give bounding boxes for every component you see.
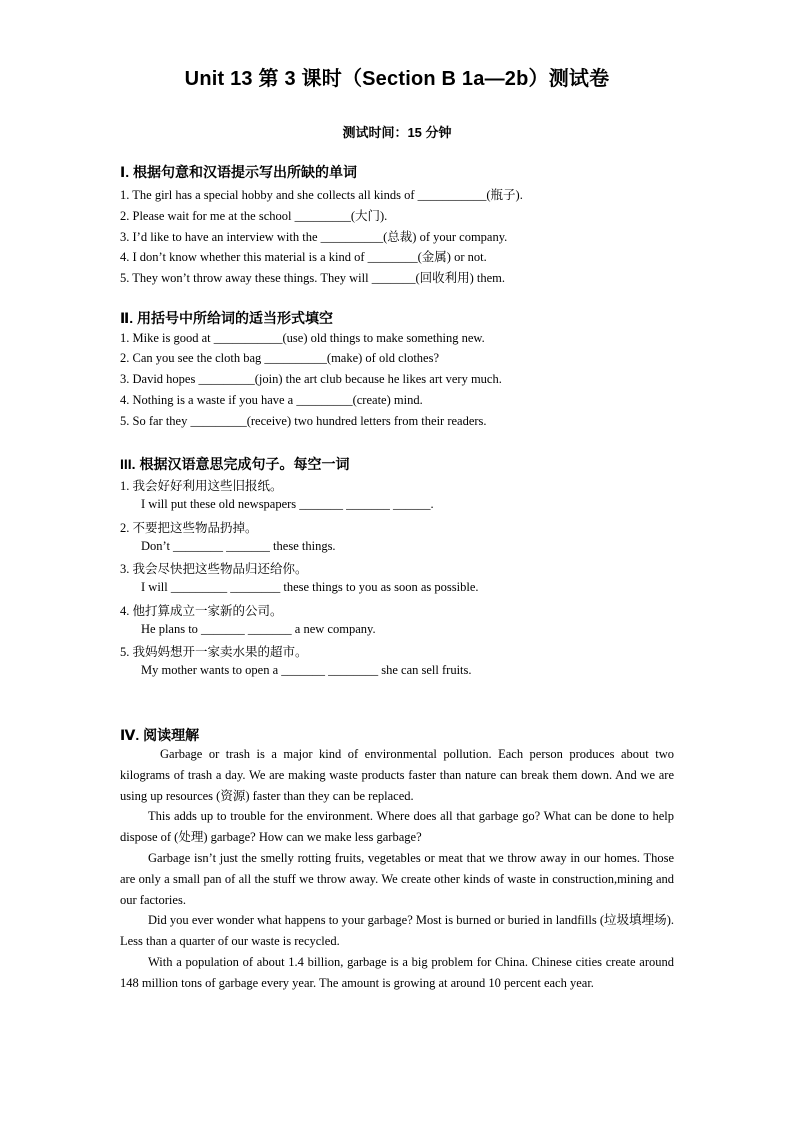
section-2-item: 2. Can you see the cloth bag __________(make) of old clothes? — [120, 351, 440, 365]
reading-paragraph: With a population of about 1.4 billion, garbage is a big problem for China. Chinese cities create around 148 million tons of garbage every year. The amount is growing at around 10 percent each year. — [120, 955, 674, 990]
section-1-item: 2. Please wait for me at the school _________(大门). — [120, 209, 388, 223]
section-4-heading: Ⅳ. 阅读理解 — [120, 727, 200, 743]
section-1-heading: Ⅰ. 根据句意和汉语提示写出所缺的单词 — [120, 164, 357, 180]
section-3-answer-line: Don’t ________ _______ these things. — [141, 539, 336, 553]
reading-paragraph: Garbage or trash is a major kind of environmental pollution. Each person produces about two kilograms of trash a day. We are making waste products faster than nature can break them down. And we are using up resources (资源) faster than they can be replaced. — [120, 747, 674, 803]
section-2-item: 3. David hopes _________(join) the art club because he likes art very much. — [120, 372, 502, 386]
section-2-heading: Ⅱ. 用括号中所给词的适当形式填空 — [120, 310, 334, 326]
section-1-item: 5. They won’t throw away these things. They will _______(回收利用) them. — [120, 271, 506, 285]
section-1-item: 3. I’d like to have an interview with the __________(总裁) of your company. — [120, 230, 508, 244]
page-title: Unit 13 第 3 课时（Section B 1a—2b）测试卷 — [184, 68, 610, 90]
section-2-item: 5. So far they _________(receive) two hundred letters from their readers. — [120, 414, 487, 428]
reading-paragraph: Did you ever wonder what happens to your garbage? Most is burned or buried in landfills (垃圾填埋场). Less than a quarter of our waste is recycled. — [120, 913, 674, 948]
section-1-item: 4. I don’t know whether this material is a kind of ________(金属) or not. — [120, 250, 487, 264]
section-3-answer-line: He plans to _______ _______ a new company. — [141, 622, 376, 636]
section-3-prompt: 3. 我会尽快把这些物品归还给你。 — [120, 562, 308, 576]
reading-paragraph: Garbage isn’t just the smelly rotting fruits, vegetables or meat that we throw away in our homes. Those are only a small pan of all the stuff we throw away. We create other kinds of waste in construction,mining and our factories. — [120, 851, 674, 907]
section-3-prompt: 2. 不要把这些物品扔掉。 — [120, 521, 258, 535]
section-2-item: 1. Mike is good at ___________(use) old things to make something new. — [120, 331, 485, 345]
section-1-item: 1. The girl has a special hobby and she collects all kinds of ___________(瓶子). — [120, 188, 523, 202]
section-3-answer-line: I will put these old newspapers _______ _______ ______. — [141, 497, 434, 511]
reading-paragraph: This adds up to trouble for the environment. Where does all that garbage go? What can be done to help dispose of (处理) garbage? How can we make less garbage? — [120, 809, 674, 844]
section-3-answer-line: My mother wants to open a _______ ________ she can sell fruits. — [141, 663, 472, 677]
section-3-prompt: 1. 我会好好利用这些旧报纸。 — [120, 479, 283, 493]
section-3-heading: III. 根据汉语意思完成句子。每空一词 — [120, 456, 350, 472]
section-3-prompt: 5. 我妈妈想开一家卖水果的超市。 — [120, 645, 308, 659]
section-2-item: 4. Nothing is a waste if you have a _________(create) mind. — [120, 393, 423, 407]
test-time: 测试时间：15 分钟 — [342, 125, 452, 140]
section-3-answer-line: I will _________ ________ these things to you as soon as possible. — [141, 580, 479, 594]
section-3-prompt: 4. 他打算成立一家新的公司。 — [120, 604, 283, 618]
